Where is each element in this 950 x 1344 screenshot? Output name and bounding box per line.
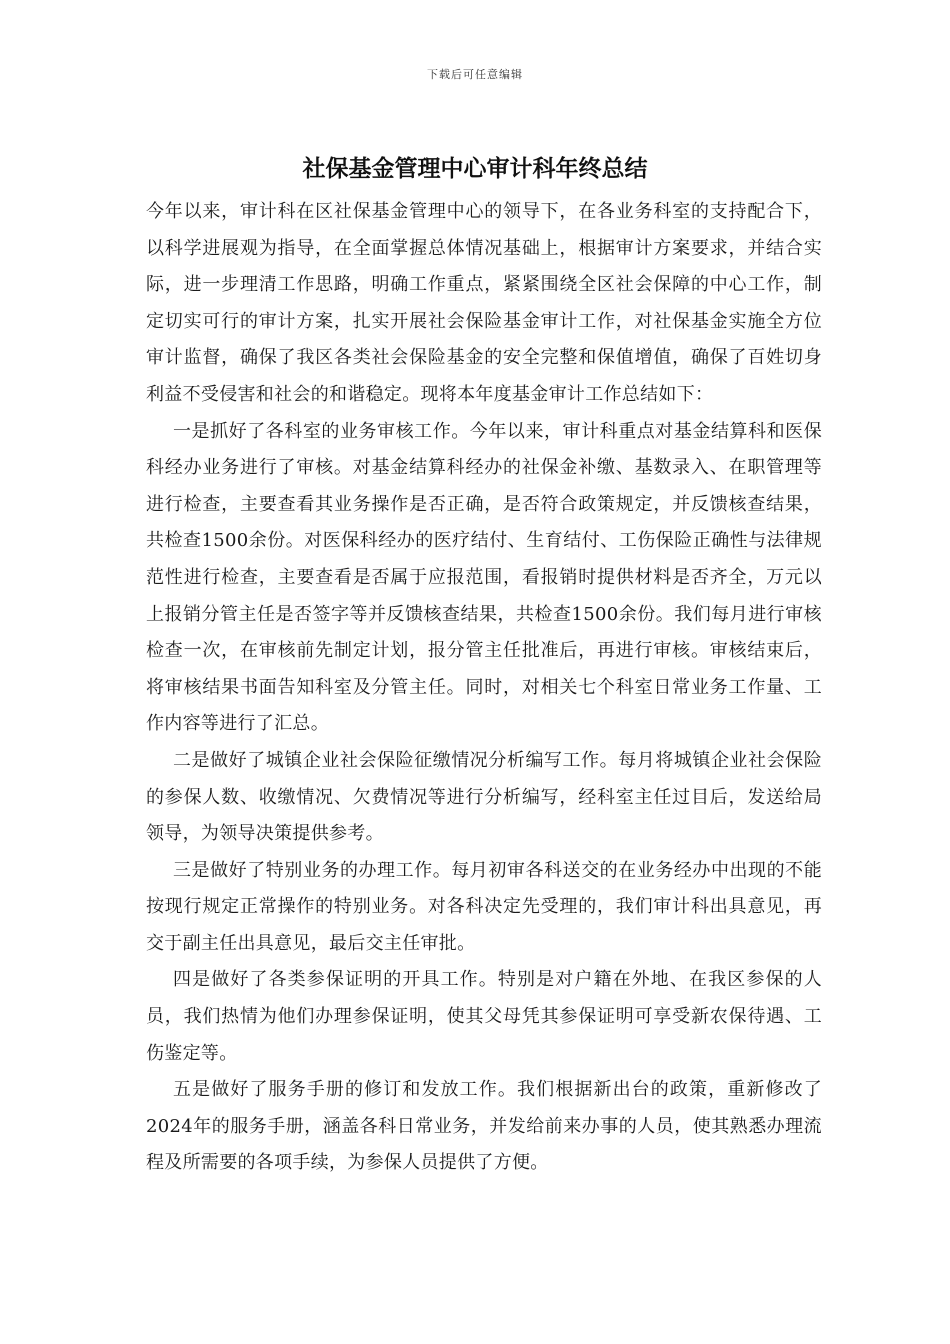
paragraph-item-1: 一是抓好了各科室的业务审核工作。今年以来，审计科重点对基金结算科和医保科经办业务进行了审核。对基金结算科经办的社保金补缴、基数录入、在职管理等进行检查，主要查看其业务操作是否正确，是否符合政策规定，并反馈核查结果，共检查1500余份。对医保科经办的医疗结付、生育结付、工伤保险正确性与法律规范性进行检查，主要查看是否属于应报范围，看报销时提供材料是否齐全，万元以上报销分管主任是否签字等并反馈核查结果，共检查1500余份。我们每月进行审核检查一次，在审核前先制定计划，报分管主任批准后，再进行审核。审核结束后，将审核结果书面告知科室及分管主任。同时，对相关七个科室日常业务工作量、工作内容等进行了汇总。 bbox=[146, 420, 822, 735]
paragraph-item-3: 三是做好了特别业务的办理工作。每月初审各科送交的在业务经办中出现的不能按现行规定正常操作的特别业务。对各科决定先受理的，我们审计科出具意见，再交于副主任出具意见，最后交主任审批。 bbox=[146, 859, 822, 954]
paragraph-item-2: 二是做好了城镇企业社会保险征缴情况分析编写工作。每月将城镇企业社会保险的参保人数、收缴情况、欠费情况等进行分析编写，经科室主任过目后，发送给局领导，为领导决策提供参考。 bbox=[146, 749, 822, 845]
document-title: 社保基金管理中心审计科年终总结 bbox=[302, 156, 648, 182]
paragraph-intro: 今年以来，审计科在区社保基金管理中心的领导下，在各业务科室的支持配合下，以科学进展观为指导，在全面掌握总体情况基础上，根据审计方案要求，并结合实际，进一步理清工作思路，明确工作重点，紧紧围绕全区社会保障的中心工作，制定切实可行的审计方案，扎实开展社会保险基金审计工作，对社保基金实施全方位审计监督，确保了我区各类社会保险基金的安全完整和保值增值，确保了百姓切身利益不受侵害和社会的和谐稳定。现将本年度基金审计工作总结如下： bbox=[146, 201, 822, 405]
document-body bbox=[146, 194, 822, 1182]
header-note: 下载后可任意编辑 bbox=[427, 68, 523, 81]
paragraph-item-5: 五是做好了服务手册的修订和发放工作。我们根据新出台的政策，重新修改了2024年的服务手册，涵盖各科日常业务，并发给前来办事的人员，使其熟悉办理流程及所需要的各项手续，为参保人员提供了方便。 bbox=[146, 1079, 822, 1174]
paragraph-item-4: 四是做好了各类参保证明的开具工作。特别是对户籍在外地、在我区参保的人员，我们热情为他们办理参保证明，使其父母凭其参保证明可享受新农保待遇、工伤鉴定等。 bbox=[146, 969, 822, 1064]
